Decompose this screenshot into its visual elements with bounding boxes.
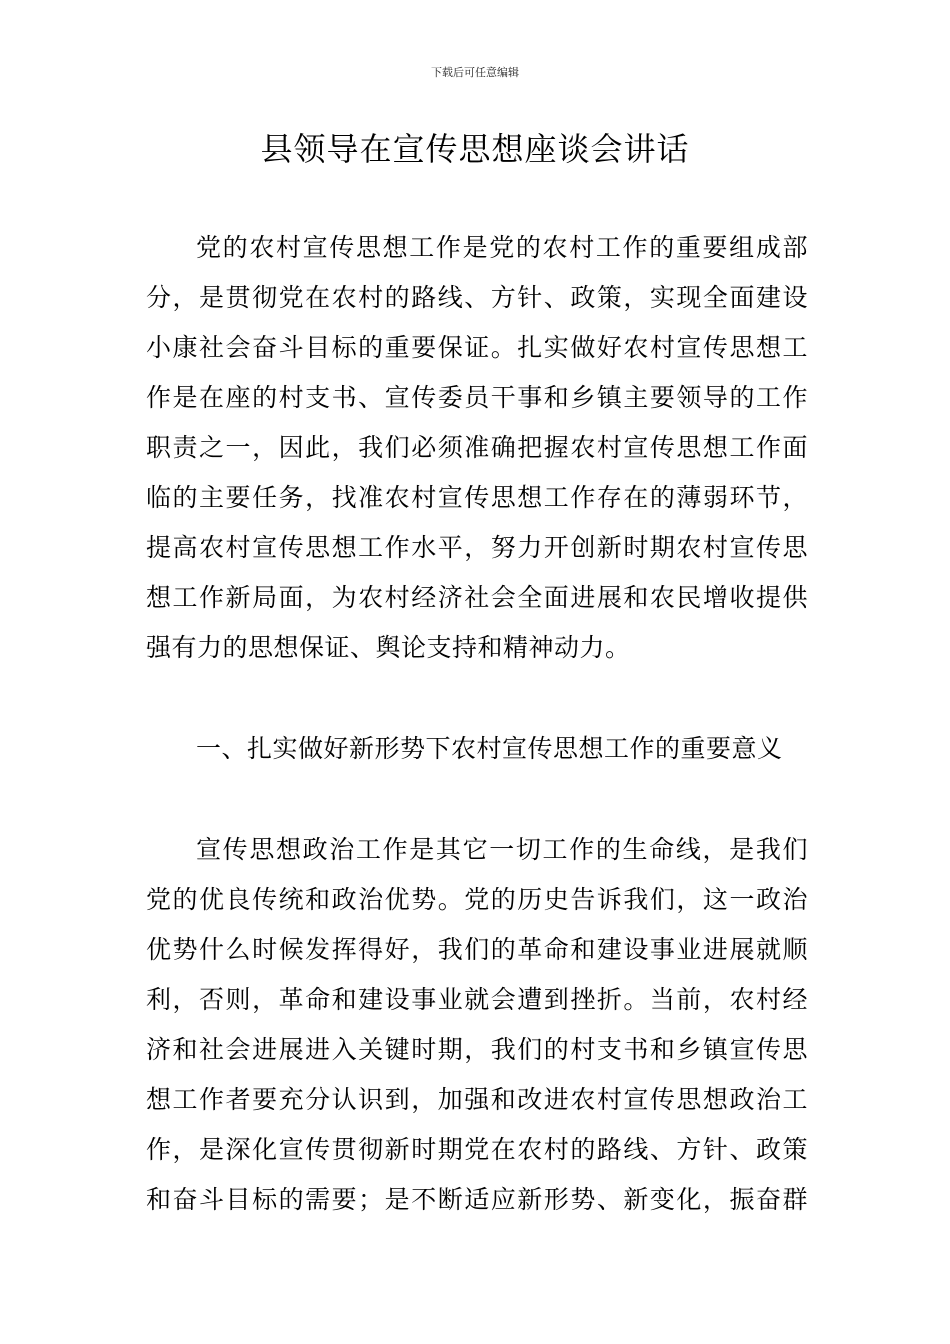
paragraph2-line: 想工作者要充分认识到，加强和改进农村宣传思想政治工 (146, 1085, 808, 1114)
paragraph1-line: 职责之一，因此，我们必须准确把握农村宣传思想工作面 (146, 433, 808, 462)
paragraph1-line: 作是在座的村支书、宣传委员干事和乡镇主要领导的工作 (146, 383, 808, 412)
paragraph2-line: 党的优良传统和政治优势。党的历史告诉我们，这一政治 (146, 885, 808, 914)
paragraph2-line: 优势什么时候发挥得好，我们的革命和建设事业进展就顺 (146, 935, 808, 964)
paragraph1-line: 小康社会奋斗目标的重要保证。扎实做好农村宣传思想工 (146, 333, 808, 362)
paragraph2-line: 和奋斗目标的需要；是不断适应新形势、新变化，振奋群 (146, 1185, 808, 1214)
header-note: 下载后可任意编辑 (431, 66, 519, 79)
paragraph1-line: 临的主要任务，找准农村宣传思想工作存在的薄弱环节， (146, 483, 808, 512)
paragraph1-line: 党的农村宣传思想工作是党的农村工作的重要组成部 (196, 233, 808, 262)
paragraph1-line: 想工作新局面，为农村经济社会全面进展和农民增收提供 (146, 583, 808, 612)
paragraph1-line: 提高农村宣传思想工作水平，努力开创新时期农村宣传思 (146, 533, 808, 562)
section-heading: 一、扎实做好新形势下农村宣传思想工作的重要意义 (196, 734, 783, 763)
paragraph2-line: 作，是深化宣传贯彻新时期党在农村的路线、方针、政策 (146, 1135, 808, 1164)
document-title: 县领导在宣传思想座谈会讲话 (260, 130, 690, 168)
paragraph1-line: 分，是贯彻党在农村的路线、方针、政策，实现全面建设 (146, 283, 808, 312)
paragraph2-line: 宣传思想政治工作是其它一切工作的生命线，是我们 (196, 835, 808, 864)
paragraph2-line: 济和社会进展进入关键时期，我们的村支书和乡镇宣传思 (146, 1035, 808, 1064)
paragraph2-line: 利，否则，革命和建设事业就会遭到挫折。当前，农村经 (146, 985, 808, 1014)
paragraph1-line: 强有力的思想保证、舆论支持和精神动力。 (146, 633, 631, 662)
